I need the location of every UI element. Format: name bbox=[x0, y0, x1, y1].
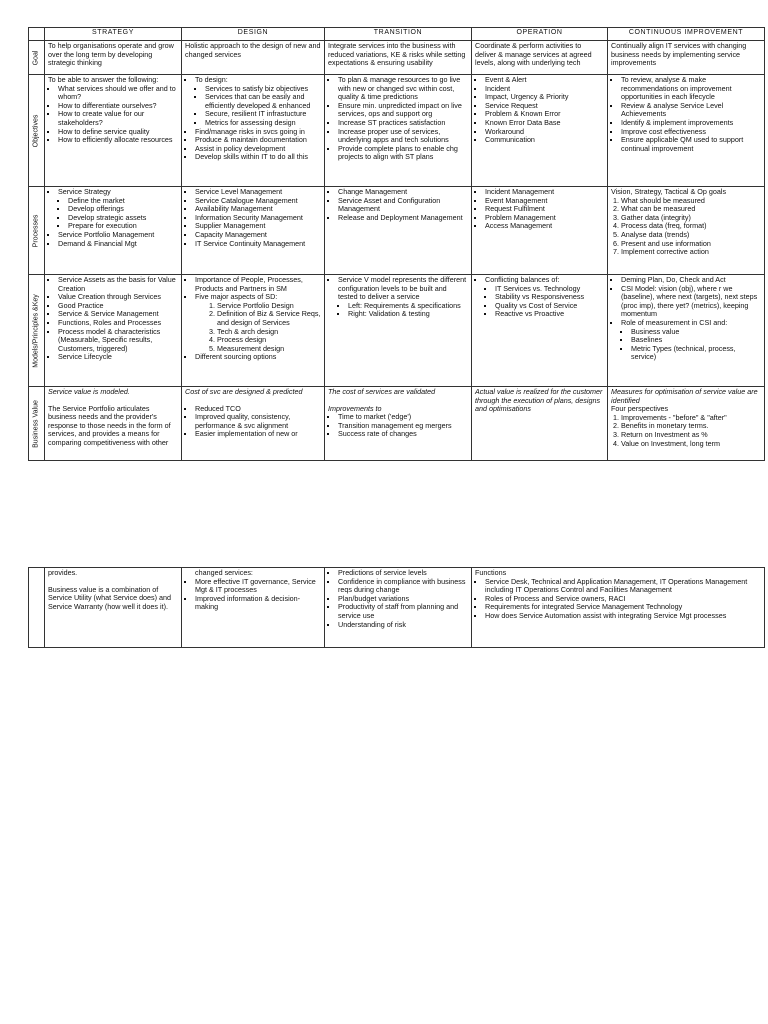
list-item: ▪ Identify & implement improvements bbox=[621, 119, 761, 128]
list-item: ▪ Change Management bbox=[338, 188, 468, 197]
list-item: ▪ Supplier Management bbox=[195, 222, 321, 231]
value-strategy-italic: Service value is modeled. bbox=[48, 387, 130, 396]
models-row bbox=[29, 275, 765, 387]
list-item: ▪ How to differentiate ourselves? bbox=[58, 102, 178, 111]
goal-strategy: To help organisations operate and grow over the long term by developing strategic thinking bbox=[45, 41, 182, 75]
processes-design bbox=[182, 187, 325, 275]
models-transition bbox=[325, 275, 472, 387]
value-strategy bbox=[45, 387, 182, 461]
objectives-transition-list bbox=[328, 76, 468, 162]
list-item: ▪ Business value bbox=[631, 328, 761, 337]
list-item: 4. Process design bbox=[217, 336, 321, 345]
models-design-list bbox=[185, 276, 321, 362]
list-item: ▪ Time to market ('edge') bbox=[338, 413, 468, 422]
list-item: 4. Process data (freq, format) bbox=[621, 222, 761, 231]
models-ci bbox=[608, 275, 765, 387]
list-item: ▪ Service Lifecycle bbox=[58, 353, 178, 362]
list-item: ▪ Service Strategy ▪ Define the market ▪ Develop offerings ▪ Develop strategic assets ▪ Prepare for execution bbox=[58, 188, 178, 231]
value-transition-list2 bbox=[328, 569, 468, 629]
objectives-strategy-intro: To be able to answer the following: bbox=[48, 75, 159, 84]
list-item: ▪ Information Security Management bbox=[195, 214, 321, 223]
list-item: 2. Definition of Biz & Service Reqs, and design of Services bbox=[217, 310, 321, 327]
objectives-design-sublist bbox=[195, 85, 321, 128]
list-item: ▪ Capacity Management bbox=[195, 231, 321, 240]
value-transition-continued bbox=[325, 568, 472, 648]
list-item: ▪ Review & analyse Service Level Achievements bbox=[621, 102, 761, 119]
list-item: ▪ To review, analyse & make recommendations on improvement opportunities in each lifecycle bbox=[621, 76, 761, 102]
list-item: ▪ Secure, resilient IT infrastucture bbox=[205, 110, 321, 119]
list-item: 2. What can be measured bbox=[621, 205, 761, 214]
list-item: ▪ Service Assets as the basis for Value Creation bbox=[58, 276, 178, 293]
list-item: ▪ Find/manage risks in svcs going in bbox=[195, 128, 321, 137]
objectives-operation-list bbox=[475, 76, 604, 145]
list-item: ▪ Impact, Urgency & Priority bbox=[485, 93, 604, 102]
list-item: 5. Analyse data (trends) bbox=[621, 231, 761, 240]
list-item: 1. What should be measured bbox=[621, 197, 761, 206]
row-label-processes: Processes bbox=[29, 187, 45, 275]
list-item: ▪ Productivity of staff from planning and service use bbox=[338, 603, 468, 620]
list-item: ▪ Event Management bbox=[485, 197, 604, 206]
itil-lifecycle-table bbox=[28, 27, 765, 461]
processes-strategy bbox=[45, 187, 182, 275]
models-design-steps bbox=[195, 302, 321, 354]
list-item: ▪ Service Catalogue Management bbox=[195, 197, 321, 206]
header-strategy: STRATEGY bbox=[45, 28, 182, 41]
list-item: ▪ Service & Service Management bbox=[58, 310, 178, 319]
row-label-objectives: Objectives bbox=[29, 75, 45, 187]
objectives-ci-list bbox=[611, 76, 761, 153]
row-label-models: Models/Principles &Key bbox=[29, 275, 45, 387]
processes-ci-intro: Vision, Strategy, Tactical & Op goals bbox=[611, 187, 727, 196]
list-item: ▪ How to efficiently allocate resources bbox=[58, 136, 178, 145]
value-strategy-continued bbox=[45, 568, 182, 648]
list-item: ▪ Right: Validation & testing bbox=[348, 310, 468, 319]
list-item: ▪ Plan/budget variations bbox=[338, 595, 468, 604]
list-item: 3. Tech & arch design bbox=[217, 328, 321, 337]
list-item: ▪ Release and Deployment Management bbox=[338, 214, 468, 223]
processes-operation-list bbox=[475, 188, 604, 231]
header-operation: OPERATION bbox=[472, 28, 608, 41]
list-item: ▪ How to define service quality bbox=[58, 128, 178, 137]
list-item: ▪ Availability Management bbox=[195, 205, 321, 214]
list-item: 6. Present and use information bbox=[621, 240, 761, 249]
models-transition-list bbox=[328, 276, 468, 319]
value-design-list2 bbox=[185, 578, 321, 612]
list-item: ▪ Develop strategic assets bbox=[68, 214, 178, 223]
list-item: ▪ What services should we offer and to whom? bbox=[58, 85, 178, 102]
list-item: ▪ Role of measurement in CSI and: ▪ Business value ▪ Baselines ▪ Metric Types (technical, process, service) bbox=[621, 319, 761, 362]
list-item: ▪ Ensure applicable QM used to support continual improvement bbox=[621, 136, 761, 153]
processes-operation bbox=[472, 187, 608, 275]
list-item: ▪ Stability vs Responsiveness bbox=[495, 293, 604, 302]
objectives-design bbox=[182, 75, 325, 187]
value-operation-cont: Functions bbox=[475, 568, 507, 577]
goal-ci: Continually align IT services with changing business needs by implementing service improvements bbox=[608, 41, 765, 75]
list-item: ▪ Improved quality, consistency, performance & svc alignment bbox=[195, 413, 321, 430]
itil-lifecycle-table-continued bbox=[28, 567, 765, 648]
goal-operation: Coordinate & perform activities to deliver & manage services at agreed levels, along with underlying tech bbox=[472, 41, 608, 75]
value-operation bbox=[472, 387, 608, 461]
processes-transition bbox=[325, 187, 472, 275]
models-design bbox=[182, 275, 325, 387]
row-label-value-continued bbox=[29, 568, 45, 648]
list-item: ▪ More effective IT governance, Service Mgt & IT processes bbox=[195, 578, 321, 595]
processes-strategy-list bbox=[48, 188, 178, 248]
list-item: ▪ Increase ST practices satisfaction bbox=[338, 119, 468, 128]
list-item: ▪ Functions, Roles and Processes bbox=[58, 319, 178, 328]
list-item: ▪ Service Level Management bbox=[195, 188, 321, 197]
list-item: ▪ Prepare for execution bbox=[68, 222, 178, 231]
list-item: ▪ Left: Requirements & specifications bbox=[348, 302, 468, 311]
list-item: 5. Measurement design bbox=[217, 345, 321, 354]
list-item: ▪ Provide complete plans to enable chg projects to align with ST plans bbox=[338, 145, 468, 162]
list-item: ▪ Confidence in compliance with business reqs during change bbox=[338, 578, 468, 595]
list-item: ▪ Produce & maintain documentation bbox=[195, 136, 321, 145]
header-continuous-improvement: CONTINUOUS IMPROVEMENT bbox=[608, 28, 765, 41]
list-item: ▪ Baselines bbox=[631, 336, 761, 345]
value-transition bbox=[325, 387, 472, 461]
models-operation-sublist bbox=[485, 285, 604, 319]
value-ci-steps bbox=[611, 414, 761, 448]
list-item: ▪ Communication bbox=[485, 136, 604, 145]
list-item: ▪ How does Service Automation assist with integrating Service Mgt processes bbox=[485, 612, 761, 621]
list-item: ▪ Ensure min. unpredicted impact on live services, ops and support org bbox=[338, 102, 468, 119]
value-operation-italic: Actual value is realized for the customer through the execution of plans, designs and optimisations bbox=[475, 387, 603, 414]
list-item: ▪ To plan & manage resources to go live with new or changed svc within cost, quality & time predictions bbox=[338, 76, 468, 102]
list-item: ▪ Different sourcing options bbox=[195, 353, 321, 362]
list-item: 7. Implement corrective action bbox=[621, 248, 761, 257]
list-item: ▪ Metric Types (technical, process, service) bbox=[631, 345, 761, 362]
list-item: 3. Gather data (integrity) bbox=[621, 214, 761, 223]
list-item: ▪ Service Desk, Technical and Application Management, IT Operations Management including IT Operations Control and Facilities Management bbox=[485, 578, 761, 595]
header-design: DESIGN bbox=[182, 28, 325, 41]
value-strategy-text2: Business value is a combination of Service Utility (what Service does) and Service Warranty (how well it does it). bbox=[48, 584, 172, 611]
value-design-italic: Cost of svc are designed & predicted bbox=[185, 387, 303, 396]
processes-ci-steps bbox=[611, 197, 761, 257]
objectives-row bbox=[29, 75, 765, 187]
list-item: 1. Improvements - "before" & "after" bbox=[621, 414, 761, 423]
objectives-transition bbox=[325, 75, 472, 187]
list-item: ▪ CSI Model: vision (obj), where r we (baseline), where next (targets), next steps (proc imp), there yet? (metrics), keeping momentum bbox=[621, 285, 761, 319]
list-item: ▪ Understanding of risk bbox=[338, 621, 468, 630]
list-item: ▪ Requirements for integrated Service Management Technology bbox=[485, 603, 761, 612]
list-item: ▪ Service V model represents the different configuration levels to be built and tested to deliver a service ▪ Left: Requirements & specifications ▪ Right: Validation & testing bbox=[338, 276, 468, 319]
list-item: ▪ Improved information & decision-making bbox=[195, 595, 321, 612]
list-item: ▪ Service Portfolio Management bbox=[58, 231, 178, 240]
value-strategy-text: The Service Portfolio articulates business needs and the provider's response to those needs in the form of services, and provides a means for comparing competitiveness with other bbox=[48, 403, 171, 447]
list-item: ▪ Importance of People, Processes, Products and Partners in SM bbox=[195, 276, 321, 293]
goal-design: Holistic approach to the design of new and changed services bbox=[182, 41, 325, 75]
list-item: ▪ Service Request bbox=[485, 102, 604, 111]
processes-strategy-sublist bbox=[58, 197, 178, 231]
list-item: ▪ Demand & Financial Mgt bbox=[58, 240, 178, 249]
value-ci-italic: Measures for optimisation of service value are identified bbox=[611, 387, 758, 405]
list-item: ▪ Develop skills within IT to do all this bbox=[195, 153, 321, 162]
list-item: ▪ Easier implementation of new or bbox=[195, 430, 321, 439]
row-label-goal: Goal bbox=[29, 41, 45, 75]
objectives-strategy bbox=[45, 75, 182, 187]
list-item: 1. Service Portfolio Design bbox=[217, 302, 321, 311]
objectives-ci bbox=[608, 75, 765, 187]
list-item: ▪ Access Management bbox=[485, 222, 604, 231]
list-item: ▪ IT Service Continuity Management bbox=[195, 240, 321, 249]
list-item: ▪ Event & Alert bbox=[485, 76, 604, 85]
value-operation-functions bbox=[472, 568, 765, 648]
processes-row bbox=[29, 187, 765, 275]
list-item: ▪ Quality vs Cost of Service bbox=[495, 302, 604, 311]
value-design-list bbox=[185, 405, 321, 439]
list-item: ▪ Problem & Known Error bbox=[485, 110, 604, 119]
list-item: ▪ Problem Management bbox=[485, 214, 604, 223]
list-item: ▪ To design: ▪ Services to satisfy biz objectives ▪ Services that can be easily and efficiently developed & enhanced ▪ Secure, resilient IT infrastucture ▪ Metrics for assessing design bbox=[195, 76, 321, 128]
list-item: ▪ How to create value for our stakeholders? bbox=[58, 110, 178, 127]
list-item: ▪ Define the market bbox=[68, 197, 178, 206]
list-item: ▪ Value Creation through Services bbox=[58, 293, 178, 302]
objectives-design-list bbox=[185, 76, 321, 162]
objectives-operation bbox=[472, 75, 608, 187]
list-item: ▪ Predictions of service levels bbox=[338, 569, 468, 578]
list-item: ▪ Incident Management bbox=[485, 188, 604, 197]
value-operation-list2 bbox=[475, 578, 761, 621]
list-item: ▪ Incident bbox=[485, 85, 604, 94]
list-item: ▪ Services to satisfy biz objectives bbox=[205, 85, 321, 94]
list-item: ▪ Workaround bbox=[485, 128, 604, 137]
models-transition-sublist bbox=[338, 302, 468, 319]
models-ci-sublist bbox=[621, 328, 761, 362]
list-item: ▪ Service Asset and Configuration Management bbox=[338, 197, 468, 214]
value-transition-italic2: Improvements to bbox=[328, 403, 382, 413]
value-row bbox=[29, 387, 765, 461]
list-item: ▪ Assist in policy development bbox=[195, 145, 321, 154]
objectives-strategy-list bbox=[48, 85, 178, 145]
list-item: ▪ Conflicting balances of: ▪ IT Services vs. Technology ▪ Stability vs Responsiveness ▪ Quality vs Cost of Service ▪ Reactive vs Proactive bbox=[485, 276, 604, 319]
list-item: ▪ Known Error Data Base bbox=[485, 119, 604, 128]
list-item: ▪ IT Services vs. Technology bbox=[495, 285, 604, 294]
list-item: ▪ Request Fulfilment bbox=[485, 205, 604, 214]
list-item: 3. Return on Investment as % bbox=[621, 431, 761, 440]
processes-ci bbox=[608, 187, 765, 275]
value-design-continued bbox=[182, 568, 325, 648]
value-transition-list bbox=[328, 413, 468, 439]
value-design bbox=[182, 387, 325, 461]
value-strategy-cont: provides. bbox=[48, 568, 78, 577]
list-item: ▪ Improve cost effectiveness bbox=[621, 128, 761, 137]
list-item: ▪ Deming Plan, Do, Check and Act bbox=[621, 276, 761, 285]
value-design-cont: changed services: bbox=[195, 568, 253, 577]
value-row-continued bbox=[29, 568, 765, 648]
list-item: 2. Benefits in monetary terms. bbox=[621, 422, 761, 431]
list-item: ▪ Metrics for assessing design bbox=[205, 119, 321, 128]
corner-cell bbox=[29, 28, 45, 41]
row-label-value: Business Value bbox=[29, 387, 45, 461]
list-item: ▪ Success rate of changes bbox=[338, 430, 468, 439]
value-transition-italic: The cost of services are validated bbox=[328, 387, 436, 396]
goal-row bbox=[29, 41, 765, 75]
models-strategy bbox=[45, 275, 182, 387]
processes-design-list bbox=[185, 188, 321, 248]
list-item: ▪ Transition management eg mergers bbox=[338, 422, 468, 431]
models-ci-list bbox=[611, 276, 761, 362]
list-item: 4. Value on Investment, long term bbox=[621, 440, 761, 449]
list-item: ▪ Increase proper use of services, underlying apps and tech solutions bbox=[338, 128, 468, 145]
list-item: ▪ Process model & characteristics (Measurable, Specific results, Customers, triggered) bbox=[58, 328, 178, 354]
header-row bbox=[29, 28, 765, 41]
models-operation-list bbox=[475, 276, 604, 319]
models-operation bbox=[472, 275, 608, 387]
list-item: ▪ Develop offerings bbox=[68, 205, 178, 214]
list-item: ▪ Reduced TCO bbox=[195, 405, 321, 414]
value-ci-intro: Four perspectives bbox=[611, 404, 669, 414]
processes-transition-list bbox=[328, 188, 468, 222]
list-item: ▪ Five major aspects of SD: 1. Service Portfolio Design 2. Definition of Biz & Service Reqs, and design of Services 3. Tech & arch design 4. Process design 5. Measurement design bbox=[195, 293, 321, 353]
header-transition: TRANSITION bbox=[325, 28, 472, 41]
list-item: ▪ Good Practice bbox=[58, 302, 178, 311]
value-ci bbox=[608, 387, 765, 461]
goal-transition: Integrate services into the business with reduced variations, KE & risks while setting expectations & ensuring usability bbox=[325, 41, 472, 75]
list-item: ▪ Reactive vs Proactive bbox=[495, 310, 604, 319]
list-item: ▪ Roles of Process and Service owners, RACI bbox=[485, 595, 761, 604]
list-item: ▪ Services that can be easily and efficiently developed & enhanced bbox=[205, 93, 321, 110]
models-strategy-list bbox=[48, 276, 178, 362]
